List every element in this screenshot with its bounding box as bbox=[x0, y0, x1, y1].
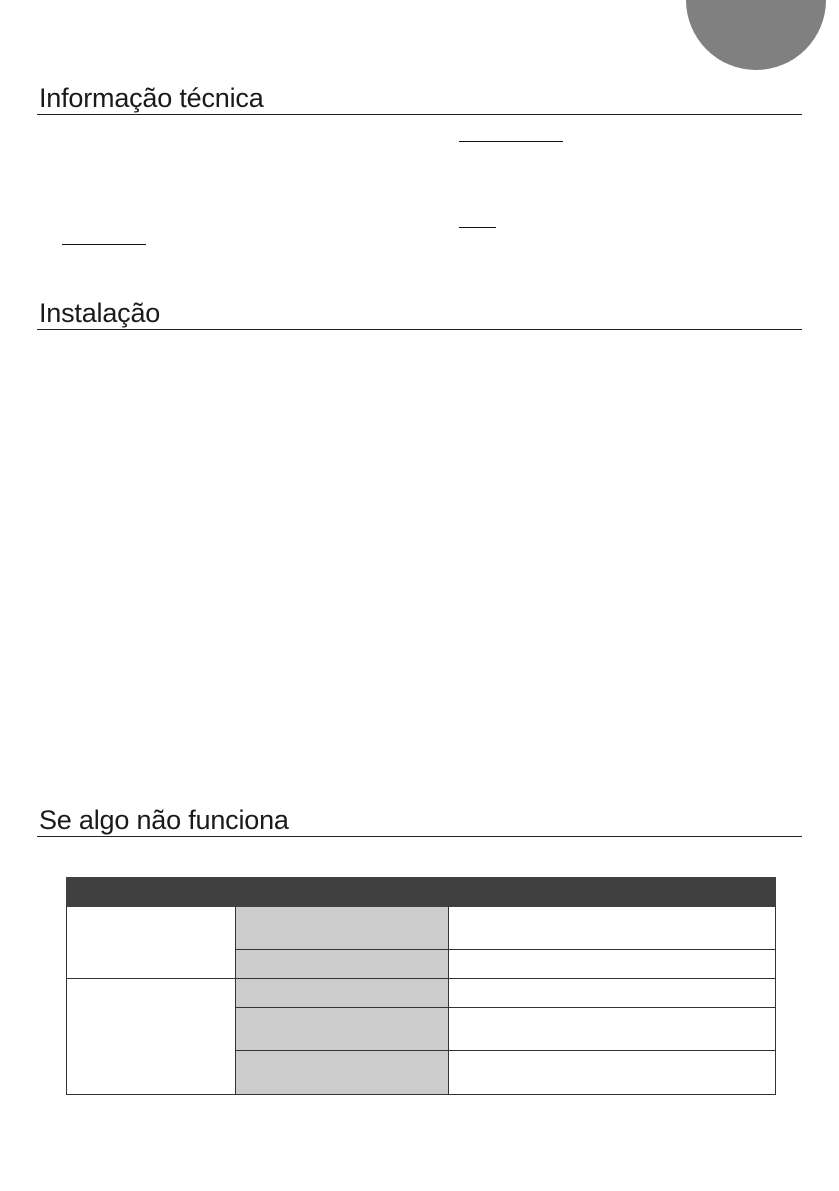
table-row bbox=[67, 907, 776, 950]
solution-cell bbox=[449, 907, 776, 950]
table-header-solution bbox=[449, 878, 776, 907]
solution-cell bbox=[449, 950, 776, 979]
cause-cell bbox=[236, 1008, 449, 1051]
underline-mark bbox=[459, 227, 496, 228]
solution-cell bbox=[449, 979, 776, 1008]
problem-cell bbox=[67, 907, 236, 979]
section-title-technical-info: Informação técnica bbox=[37, 82, 802, 115]
cause-cell bbox=[236, 979, 449, 1008]
problem-cell bbox=[67, 979, 236, 1095]
cause-cell bbox=[236, 907, 449, 950]
underline-mark bbox=[459, 141, 563, 142]
cause-cell bbox=[236, 1051, 449, 1095]
section-title-troubleshooting: Se algo não funciona bbox=[37, 804, 802, 837]
underline-mark bbox=[62, 244, 146, 245]
cause-cell bbox=[236, 950, 449, 979]
table-header-cause bbox=[236, 878, 449, 907]
table-row bbox=[67, 979, 776, 1008]
solution-cell bbox=[449, 1008, 776, 1051]
page-corner-tab bbox=[686, 0, 826, 70]
section-title-installation: Instalação bbox=[37, 297, 802, 330]
table-header-problem bbox=[67, 878, 236, 907]
solution-cell bbox=[449, 1051, 776, 1095]
table-header-row bbox=[67, 878, 776, 907]
troubleshooting-table bbox=[66, 877, 776, 1095]
